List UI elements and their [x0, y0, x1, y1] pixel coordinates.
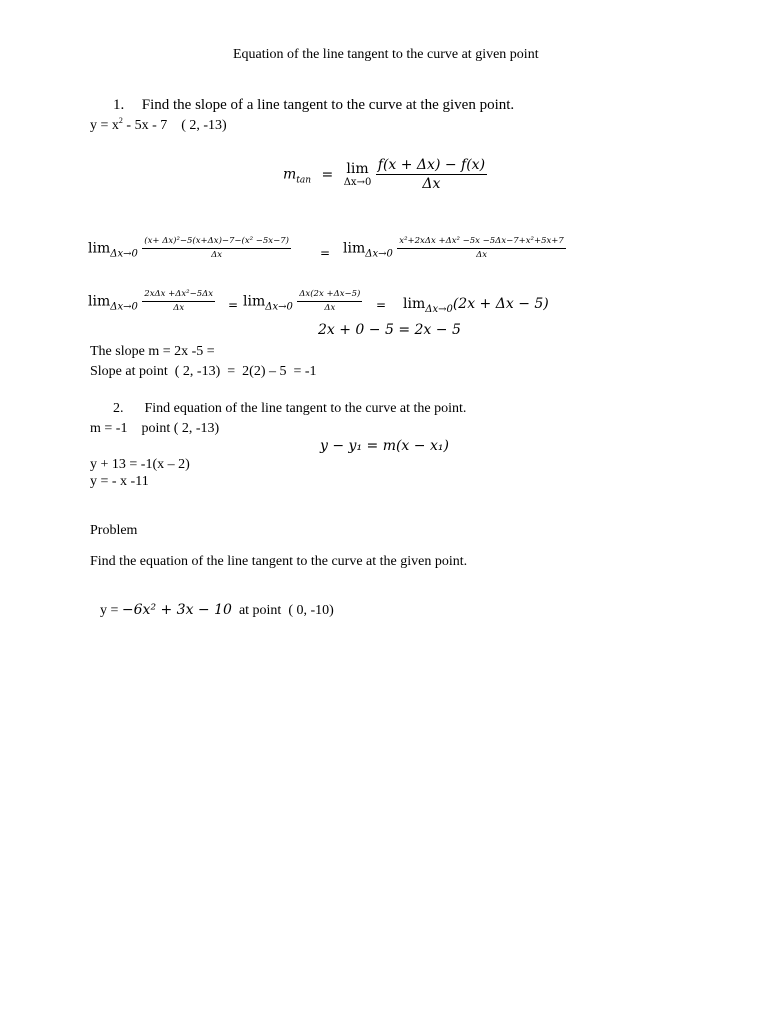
- problem-label: Problem: [90, 523, 138, 538]
- difference-quotient: $\frac{f(x + \Delta x) - f(x)}{\Delta x}$: [377, 157, 486, 192]
- point-slope-formula: y − y₁ = m(x − x₁): [320, 438, 449, 454]
- tangent-equation-step: y + 13 = -1(x – 2): [90, 457, 190, 472]
- curve-equation: $y = x^2 - 5x - 7$ ( 2, -13): [90, 116, 227, 133]
- limit-step-5: $\lim_{\Delta x\to 0}(2x + \Delta x - 5)$: [403, 296, 549, 315]
- slope-statement: The slope m = 2x -5 =: [90, 344, 215, 359]
- limit-step-2: $\lim_{\Delta x\to 0}$ $\frac{\text{x²+2xΔx +Δx² −5x −5Δx−7+x²+5x+7}}{\Delta x}$: [343, 236, 564, 260]
- derivative-result: 2x + 0 − 5 = 2x − 5: [318, 322, 461, 338]
- problem-statement: Find the equation of the line tangent to the curve at the given point.: [90, 554, 468, 569]
- limit-step-3: $\lim_{\Delta x\to 0}$ $\frac{\text{2xΔx +Δx²−5Δx}}{\Delta x}$: [88, 289, 214, 313]
- equals-sign: =: [376, 298, 387, 312]
- problem-equation: y = −6x² + 3x − 10 at point ( 0, -10): [100, 602, 334, 618]
- limit-step-4: $\lim_{\Delta x\to 0}$ $\frac{\Delta x(2x +\Delta x-5)}{\Delta x}$: [243, 289, 361, 313]
- limit-step-1: $\lim_{\Delta x\to 0}$ $\frac{\text{(x+ Δx)²−5(x+Δx)−7−(x² −5x−7)}}{\Delta x}$: [88, 236, 289, 260]
- slope-definition: $m_{tan}$ = lim Δx→0 $\frac{f(x + \Delta x) - f(x)}{\Delta x}$: [283, 157, 486, 192]
- given-values: m = -1 point ( 2, -13): [90, 421, 220, 436]
- page-title: Equation of the line tangent to the curve at given point: [233, 47, 539, 62]
- tangent-equation-result: y = - x -11: [90, 474, 149, 489]
- slope-at-point: Slope at point ( 2, -13) = 2(2) – 5 = -1: [90, 364, 317, 379]
- section-2-heading: [113, 401, 466, 417]
- section-1-number: 1.: [113, 97, 125, 113]
- limit-operator: lim Δx→0: [343, 160, 372, 188]
- section-2-heading-text: Find equation of the line tangent to the curve at the point.: [144, 401, 467, 416]
- equals-sign: =: [228, 298, 239, 312]
- section-1-heading: [113, 97, 514, 113]
- section-2-number: 2.: [113, 401, 124, 416]
- equals-sign: =: [320, 246, 331, 260]
- section-1-heading-text: Find the slope of a line tangent to the curve at the given point.: [141, 97, 515, 113]
